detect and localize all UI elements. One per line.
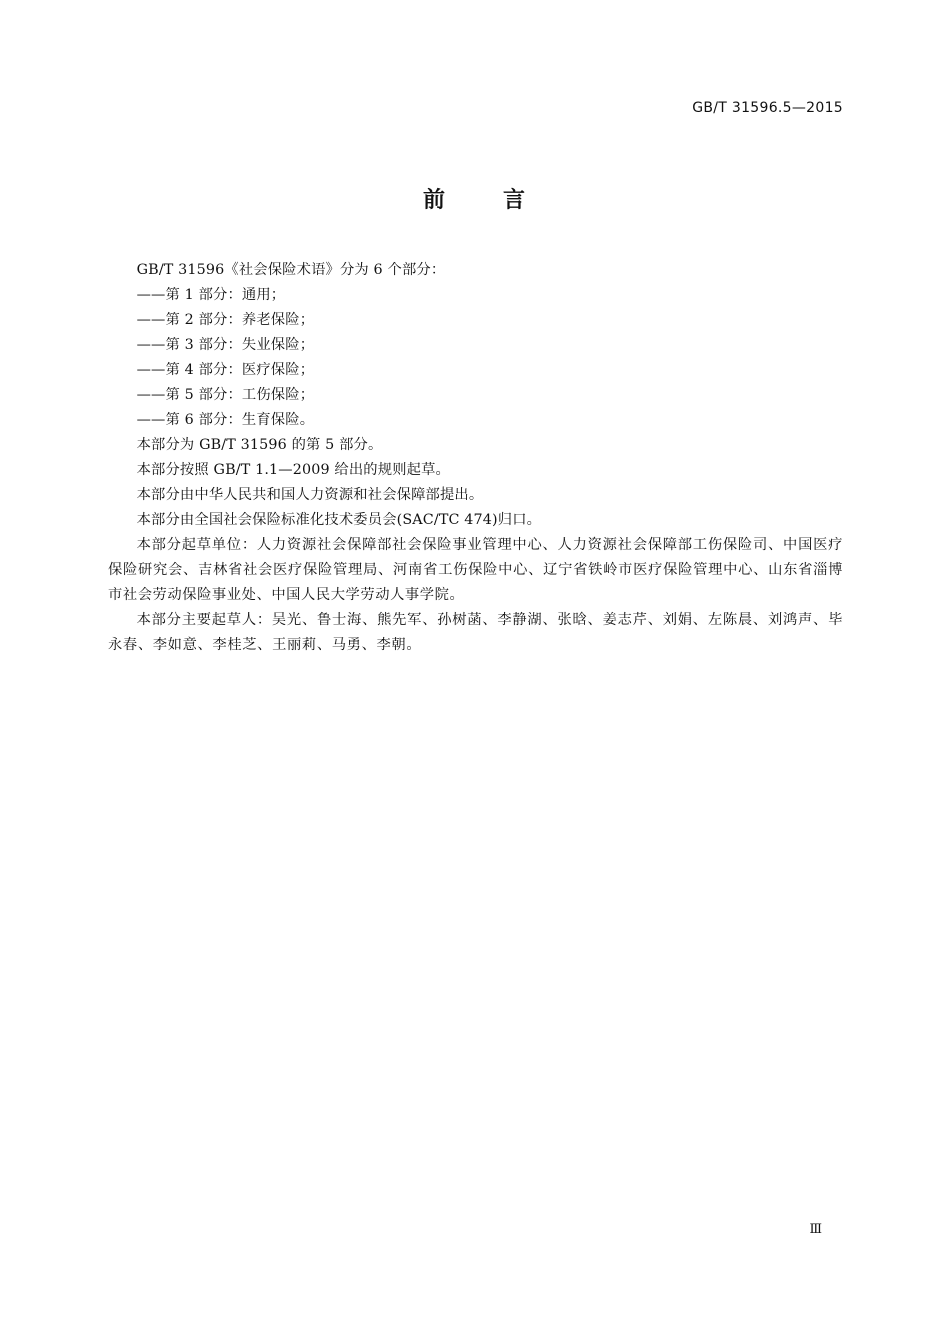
proposer-statement: 本部分由中华人民共和国人力资源和社会保障部提出。 [136, 487, 484, 503]
foreword-body [108, 258, 843, 658]
list-item: ——第 1 部分：通用； [136, 287, 286, 303]
list-item: ——第 3 部分：失业保险； [136, 337, 315, 353]
list-item: ——第 6 部分：生育保险。 [136, 412, 315, 428]
parts-list [108, 283, 843, 433]
committee-statement: 本部分由全国社会保险标准化技术委员会(SAC/TC 474)归口。 [136, 512, 542, 528]
page-title-char-1: 前 [422, 188, 447, 213]
list-item: ——第 5 部分：工伤保险； [136, 387, 315, 403]
drafting-units-paragraph: 本部分起草单位：人力资源社会保障部社会保险事业管理中心、人力资源社会保障部工伤保险司、中国医疗保险研究会、吉林省社会医疗保险管理局、河南省工伤保险中心、辽宁省铁岭市医疗保险管理中心、山东省淄博市社会劳动保险事业处、中国人民大学劳动人事学院。 [108, 537, 843, 603]
standard-number: GB/T 31596.5—2015 [692, 100, 843, 116]
drafters-paragraph: 本部分主要起草人：吴光、鲁士海、熊先军、孙树菡、李静湖、张晗、姜志芹、刘娟、左陈晨、刘鸿声、毕永春、李如意、李桂芝、王丽莉、马勇、李朝。 [108, 612, 843, 653]
page-title [0, 183, 950, 214]
part-statement: 本部分为 GB/T 31596 的第 5 部分。 [136, 437, 383, 453]
list-item: ——第 4 部分：医疗保险； [136, 362, 315, 378]
page-title-char-2: 言 [503, 188, 528, 213]
drafting-rules-statement: 本部分按照 GB/T 1.1—2009 给出的规则起草。 [136, 462, 450, 478]
intro-paragraph: GB/T 31596《社会保险术语》分为 6 个部分： [136, 262, 446, 278]
page-number: Ⅲ [809, 1222, 822, 1237]
list-item: ——第 2 部分：养老保险； [136, 312, 315, 328]
